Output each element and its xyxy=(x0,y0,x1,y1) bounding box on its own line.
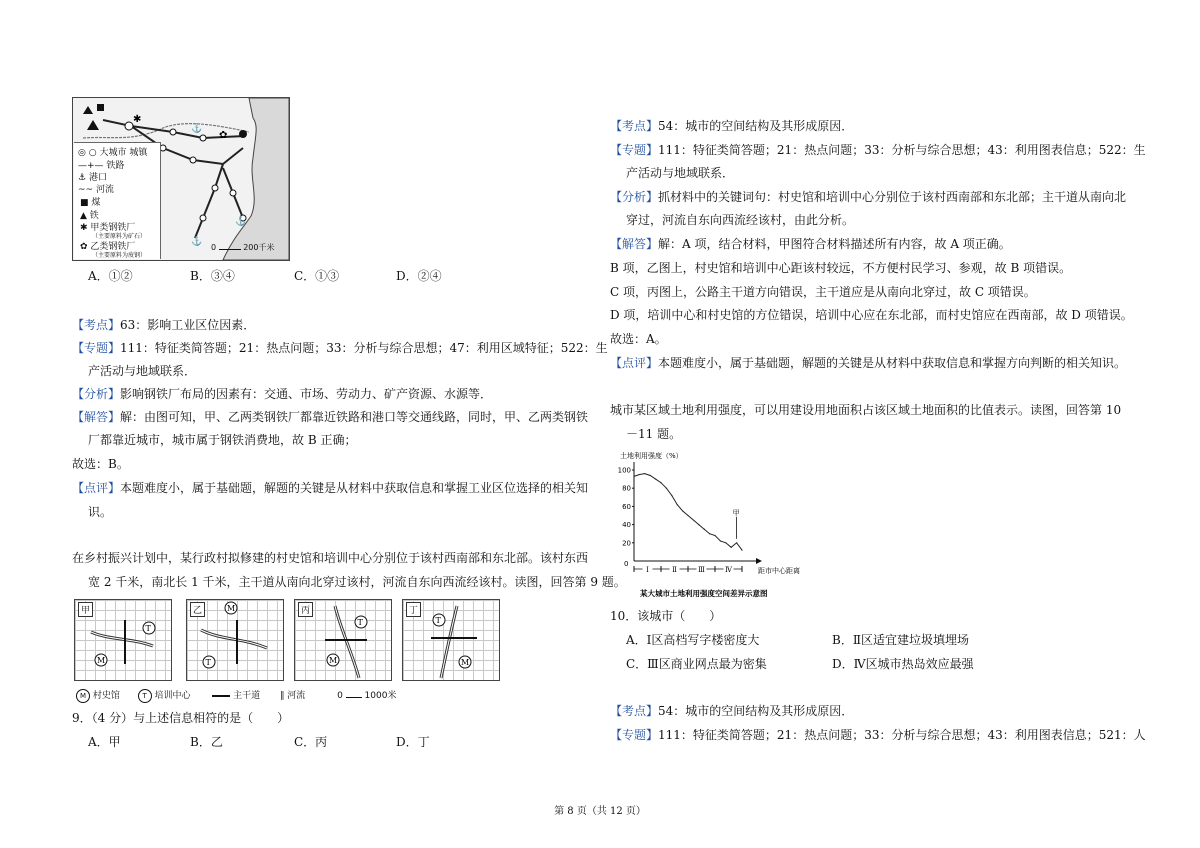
q9-material-2: 宽 2 千米，南北长 1 千米，主干道从南向北穿过该村，河流自东向西流经该村。读图，回答第 9 题。 xyxy=(88,575,626,589)
q9-option-a[interactable]: A．甲 xyxy=(88,735,121,749)
svg-text:M: M xyxy=(461,658,470,667)
chart-point xyxy=(704,529,705,530)
chart-ylabel: 土地利用强度（%） xyxy=(620,452,683,460)
chart-y-tick-label: 60 xyxy=(622,502,631,511)
left-zhuanti: 【专题】111：特征类简答题；21：热点问题；33：分析与综合思想；47：利用区域特征；522：生 xyxy=(72,341,608,355)
right-jieda-d: D 项，培训中心和村史馆的方位错误，培训中心应在东北部，而村史馆应在西南部，故 D 项错误。 xyxy=(610,308,1133,322)
chart-x-arrow xyxy=(756,558,762,564)
left-kaodian: 【考点】63：影响工业区位因素． xyxy=(72,318,256,332)
land-use-chart xyxy=(618,450,808,598)
panels-legend: M 村史馆 T 培训中心 主干道 ∥ 河流 0 1000米 xyxy=(76,688,496,702)
chart-point xyxy=(741,549,742,550)
legend-port: 港口 xyxy=(88,173,107,183)
chart-point xyxy=(644,473,645,474)
svg-text:M: M xyxy=(227,604,236,613)
legend-river2: 河流 xyxy=(287,691,306,701)
svg-text:T: T xyxy=(145,624,151,633)
steel-mill-map xyxy=(72,97,290,261)
left-dianping: 【点评】本题难度小，属于基础题，解题的关键是从材料中获取信息和掌握工业区位选择的相关知 xyxy=(72,481,589,495)
chart-zone-label: Ⅱ xyxy=(672,566,677,574)
left-zhuanti-cont: 产活动与地域联系． xyxy=(88,364,197,378)
legend-rail: 铁路 xyxy=(106,161,125,171)
legend-river: 河流 xyxy=(95,185,114,195)
chart-zone-label: Ⅲ xyxy=(698,566,705,574)
chart-point xyxy=(650,475,651,476)
chart-point xyxy=(666,488,667,489)
left-jieda: 【解答】解：由图可知，甲、乙两类钢铁厂都靠近铁路和港口等交通线路，同时，甲、乙两类钢铁 xyxy=(72,410,589,424)
right-zhuanti: 【专题】111：特征类简答题；21：热点问题；33：分析与综合思想；43：利用图表信息；522：生 xyxy=(610,143,1146,157)
chart-point xyxy=(677,504,678,505)
left-guxuan: 故选：B。 xyxy=(72,457,129,471)
right-zhuanti-2: 【专题】111：特征类简答题；21：热点问题；33：分析与综合思想；43：利用图表信息；521：人 xyxy=(610,728,1146,742)
q10-material-1: 城市某区域土地利用强度，可以用建设用地面积占该区域土地面积的比值表示。读图，回答第 10 xyxy=(610,403,1122,417)
land-use-chart-svg xyxy=(618,450,808,598)
q9-question: 9．（4 分）与上述信息相符的是（ ） xyxy=(72,711,290,725)
svg-text:⚓: ⚓ xyxy=(191,124,203,134)
legend-coal: 煤 xyxy=(91,198,101,208)
q10-option-c[interactable]: C．Ⅲ区商业网点最为密集 xyxy=(626,657,767,671)
svg-text:M: M xyxy=(329,656,338,665)
right-fenxi-cont: 穿过，河流自东向西流经该村，由此分析。 xyxy=(626,213,855,227)
svg-text:✿: ✿ xyxy=(219,130,228,141)
chart-point xyxy=(736,542,737,543)
q10-option-a[interactable]: A．Ⅰ区高档写字楼密度大 xyxy=(626,633,760,647)
q10-option-d[interactable]: D．Ⅳ区城市热岛效应最强 xyxy=(832,657,974,671)
chart-point xyxy=(687,515,688,516)
panel-ding: 丁 T M xyxy=(402,599,500,681)
right-zhuanti-cont: 产活动与地域联系． xyxy=(626,166,735,180)
left-jieda-cont: 厂都靠近城市，城市属于钢铁消费地，故 B 正确； xyxy=(88,433,357,447)
q9-option-d[interactable]: D．丁 xyxy=(396,735,430,749)
right-fenxi: 【分析】抓材料中的关键词句：村史馆和培训中心分别位于该村西南部和东北部；主干道从南向北 xyxy=(610,190,1127,204)
legend-steel-a: 甲类钢铁厂 xyxy=(90,223,136,233)
chart-zone-label: Ⅳ xyxy=(725,566,732,574)
chart-point xyxy=(709,533,710,534)
svg-text:T: T xyxy=(357,618,363,627)
svg-text:⚓: ⚓ xyxy=(191,237,203,247)
legend-scale: 1000米 xyxy=(364,691,397,701)
chart-point xyxy=(725,542,726,543)
legend-road: 主干道 xyxy=(233,691,261,701)
q10-question: 10．该城市（ ） xyxy=(610,609,722,623)
chart-zone-label: Ⅰ xyxy=(646,566,649,574)
right-jieda-c: C 项，丙图上，公路主干道方向错误，主干道应是从南向北穿过，故 C 项错误。 xyxy=(610,285,1036,299)
right-dianping: 【点评】本题难度小，属于基础题，解题的关键是从材料中获取信息和掌握方向判断的相关知识。 xyxy=(610,356,1127,370)
chart-y-tick-label: 40 xyxy=(622,521,631,530)
legend-training: 培训中心 xyxy=(154,691,191,701)
svg-text:T: T xyxy=(205,658,211,667)
chart-point xyxy=(671,495,672,496)
chart-y-tick-label: 20 xyxy=(622,539,631,548)
page-footer: 第 8 页（共 12 页） xyxy=(554,806,646,817)
chart-series-line xyxy=(634,474,742,550)
panel-bing: 丙 T M xyxy=(294,599,392,681)
right-guxuan: 故选：A。 xyxy=(610,332,667,346)
right-kaodian: 【考点】54：城市的空间结构及其形成原因． xyxy=(610,119,854,133)
svg-text:✱: ✱ xyxy=(133,114,142,125)
right-kaodian-2: 【考点】54：城市的空间结构及其形成原因． xyxy=(610,704,854,718)
chart-point xyxy=(731,547,732,548)
q10-material-2: －11 题。 xyxy=(626,427,682,441)
svg-text:M: M xyxy=(97,656,106,665)
chart-annotation-label: 甲 xyxy=(732,508,740,517)
left-dianping-cont: 识。 xyxy=(88,505,113,519)
chart-y-tick-label: 80 xyxy=(622,484,631,493)
legend-town: 城镇 xyxy=(129,148,148,158)
chart-point xyxy=(720,540,721,541)
chart-point xyxy=(639,474,640,475)
map-legend: ◎ ○ 大城市 城镇 —+— 铁路 ⚓ 港口 ~~ 河流 ■ 煤 ▲ 铁 ✱ 甲类钢铁厂 （主要原料为矿石） ✿ 乙类钢铁厂 （主要原料为废钢） xyxy=(74,142,161,259)
panel-jia: 甲 T M xyxy=(74,599,172,681)
q9-option-b[interactable]: B．乙 xyxy=(190,735,223,749)
chart-point xyxy=(655,479,656,480)
q9-option-c[interactable]: C．丙 xyxy=(294,735,328,749)
panel-yi: 乙 M T xyxy=(186,599,284,681)
svg-text:⚓: ⚓ xyxy=(235,217,247,227)
legend-steel-a-note: （主要原料为矿石） xyxy=(92,233,147,240)
q8-option-b[interactable]: B．③④ xyxy=(190,269,235,283)
legend-steel-b: 乙类钢铁厂 xyxy=(90,242,136,252)
chart-point xyxy=(682,510,683,511)
q8-option-d[interactable]: D．②④ xyxy=(396,269,442,283)
legend-city: 大城市 xyxy=(99,148,127,158)
chart-point xyxy=(633,476,634,477)
q9-material-1: 在乡村振兴计划中，某行政村拟修建的村史馆和培训中心分别位于该村西南部和东北部。该村东西 xyxy=(72,551,589,565)
q8-option-a[interactable]: A．①② xyxy=(88,269,133,283)
legend-iron: 铁 xyxy=(89,211,99,221)
chart-point xyxy=(693,519,694,520)
chart-title: 某大城市土地利用强度空间差异示意图 xyxy=(640,589,768,598)
chart-point xyxy=(660,482,661,483)
right-jieda: 【解答】解：A 项，结合材料，甲图符合材料描述所有内容，故 A 项正确。 xyxy=(610,237,1011,251)
chart-origin: 0 xyxy=(624,560,629,568)
legend-steel-b-note: （主要原料为废钢） xyxy=(92,252,147,259)
right-jieda-b: B 项，乙图上，村史馆和培训中心距该村较远，不方便村民学习、参观，故 B 项错误。 xyxy=(610,261,1072,275)
svg-text:T: T xyxy=(435,616,441,625)
chart-point xyxy=(698,524,699,525)
q8-option-c[interactable]: C．①③ xyxy=(294,269,340,283)
chart-y-tick-label: 100 xyxy=(618,466,631,475)
q10-option-b[interactable]: B．Ⅱ区适宜建垃圾填埋场 xyxy=(832,633,969,647)
legend-museum: 村史馆 xyxy=(92,691,120,701)
left-fenxi: 【分析】影响钢铁厂布局的因素有：交通、市场、劳动力、矿产资源、水源等． xyxy=(72,387,493,401)
chart-point xyxy=(714,535,715,536)
map-scale: 0 200千米 xyxy=(211,243,275,252)
chart-xlabel: 距市中心距离 xyxy=(758,567,800,575)
